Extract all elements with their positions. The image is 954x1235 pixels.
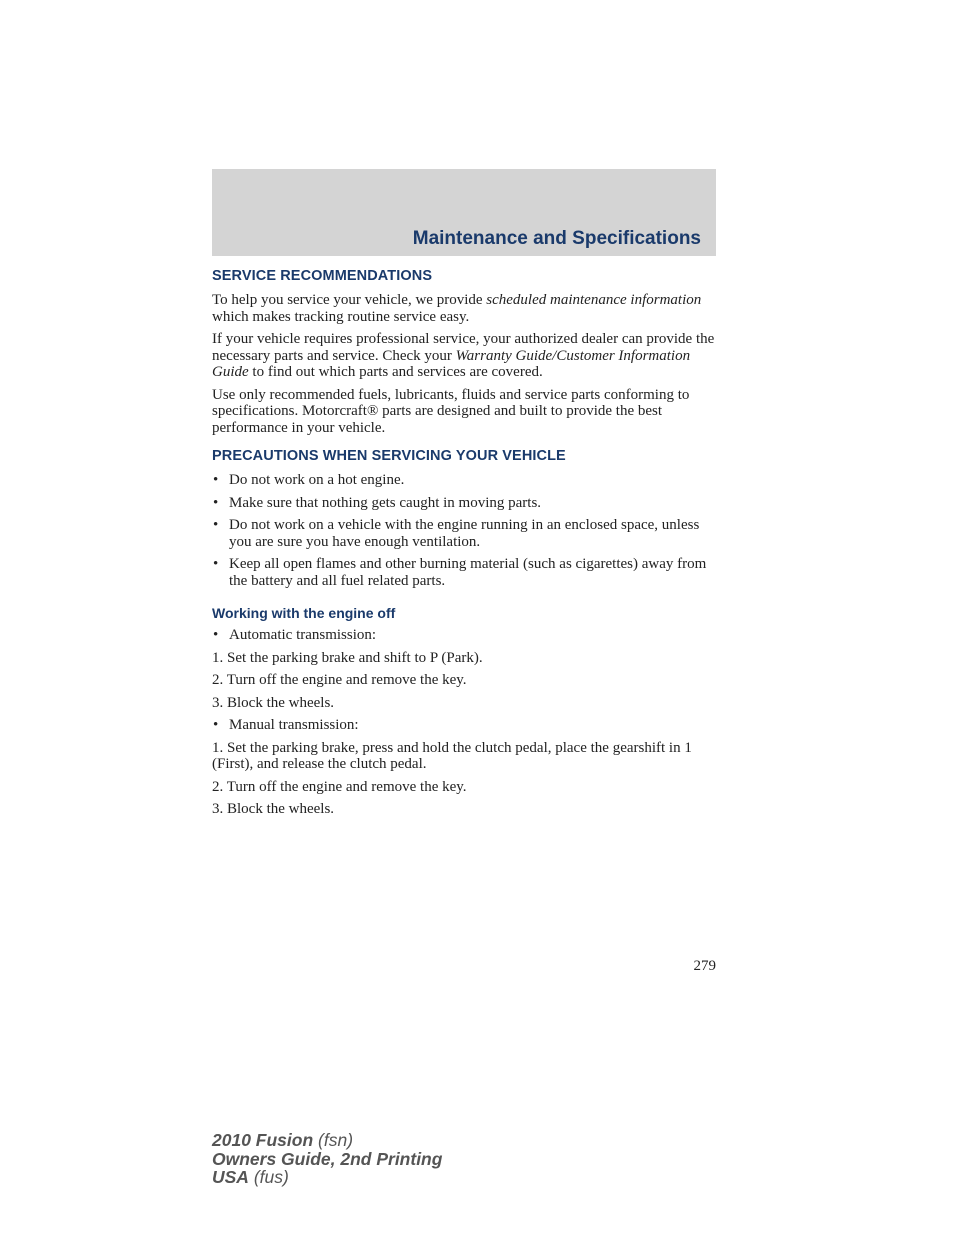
- page-number: 279: [693, 958, 716, 974]
- list-item-text: Do not work on a vehicle with the engine running in an enclosed space, unless you are sure you have enough ventilation.: [229, 517, 700, 550]
- automatic-step-3: 3. Block the wheels.: [212, 694, 335, 711]
- automatic-list: [212, 627, 716, 644]
- manual-step-3: 3. Block the wheels.: [212, 801, 335, 817]
- footer-line-2: Owners Guide, 2nd Printing: [212, 1148, 443, 1169]
- bullet-icon: •: [213, 494, 219, 511]
- section-title: Maintenance and Specifications: [412, 228, 701, 249]
- text: which makes tracking routine service easy.: [212, 308, 470, 325]
- list-item-text: Manual transmission:: [229, 717, 359, 733]
- bullet-icon: •: [213, 472, 219, 488]
- list-item-text: Make sure that nothing gets caught in moving parts.: [229, 494, 542, 511]
- bullet-icon: •: [213, 556, 219, 572]
- manual-list: [212, 717, 716, 734]
- footer-line-3: [212, 1168, 442, 1187]
- manual-step-1: 1. Set the parking brake, press and hold the clutch pedal, place the gearshift in 1 (First), and release the clutch pedal.: [212, 739, 692, 772]
- automatic-step-2: 2. Turn off the engine and remove the key.: [212, 672, 467, 688]
- automatic-step-1: 1. Set the parking brake and shift to P (Park).: [212, 649, 483, 666]
- bullet-icon: •: [213, 517, 219, 533]
- precautions-list: [212, 472, 716, 589]
- footer-line-1: [212, 1131, 442, 1150]
- header-band: [212, 169, 716, 256]
- italic-reference: scheduled maintenance information: [486, 292, 702, 308]
- footer: [212, 1131, 442, 1187]
- service-paragraph-3: Use only recommended fuels, lubricants, fluids and service parts conforming to specifications. Motorcraft® parts are designed and built to provide the best performance in your vehicle.: [212, 386, 690, 436]
- text: to find out which parts and services are covered.: [248, 364, 543, 380]
- list-item: [212, 517, 716, 550]
- heading-service-recommendations: SERVICE RECOMMENDATIONS: [212, 268, 433, 284]
- heading-engine-off: Working with the engine off: [212, 605, 396, 621]
- italic-reference: Warranty Guide/Customer Information Guide: [212, 347, 691, 380]
- bullet-icon: •: [213, 627, 219, 643]
- heading-precautions: PRECAUTIONS WHEN SERVICING YOUR VEHICLE: [212, 448, 566, 464]
- list-item: [212, 627, 716, 644]
- footer-model: 2010 Fusion: [212, 1130, 314, 1150]
- list-item: [212, 472, 716, 489]
- list-item-text: Keep all open flames and other burning material (such as cigarettes) away from the battery and all fuel related parts.: [229, 556, 707, 589]
- footer-model-code: (fsn): [313, 1130, 354, 1150]
- service-paragraph-1: [212, 292, 716, 325]
- footer-market: USA: [212, 1167, 249, 1187]
- page-content: [212, 266, 716, 824]
- list-item: [212, 495, 716, 512]
- text: To help you service your vehicle, we provide: [212, 292, 487, 308]
- list-item-text: Do not work on a hot engine.: [229, 472, 405, 488]
- text: If your vehicle requires professional service, your authorized dealer can provide the necessary parts and service. Check your: [212, 331, 715, 364]
- list-item-text: Automatic transmission:: [229, 627, 377, 643]
- bullet-icon: •: [213, 717, 219, 733]
- footer-market-code: (fus): [248, 1167, 289, 1187]
- list-item: [212, 717, 716, 734]
- service-paragraph-2: [212, 331, 716, 381]
- list-item: [212, 556, 716, 589]
- manual-step-2: 2. Turn off the engine and remove the key.: [212, 778, 467, 795]
